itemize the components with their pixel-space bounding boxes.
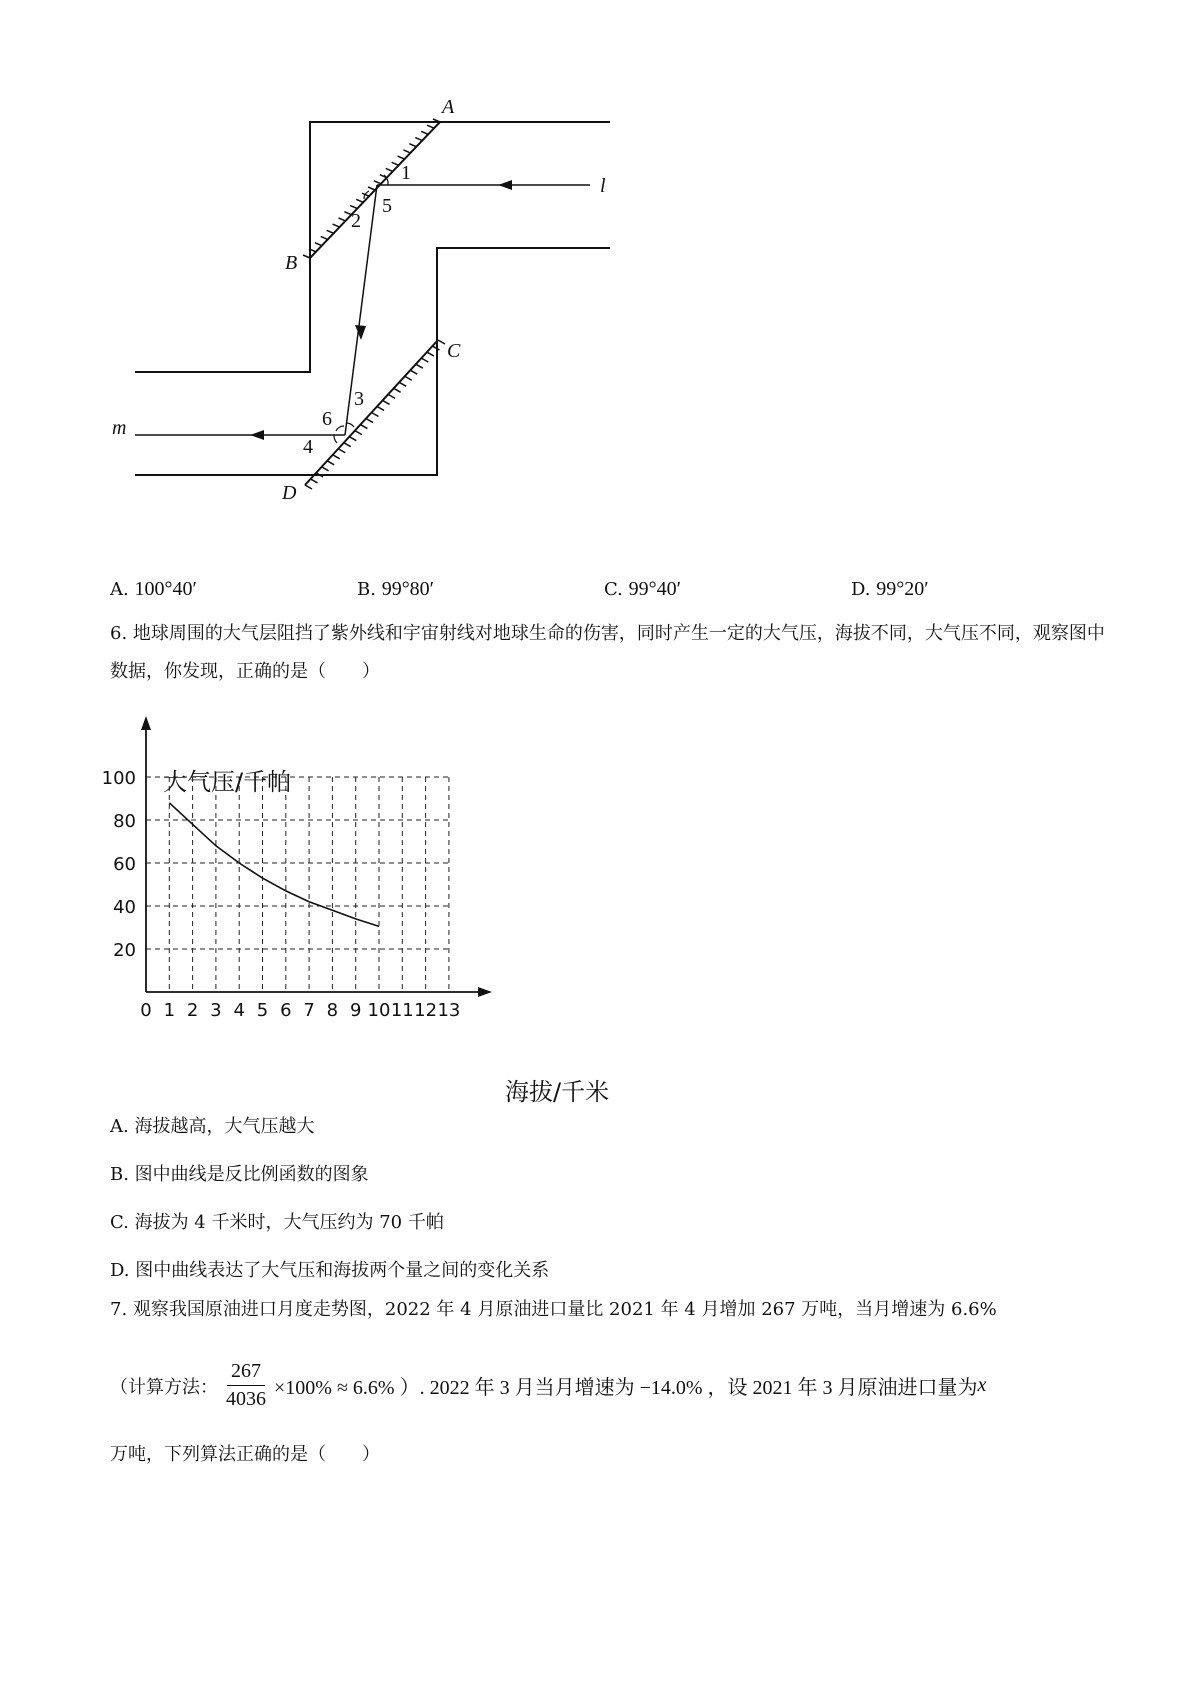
hatch-tick bbox=[327, 230, 334, 233]
q7-variable-x: x bbox=[977, 1374, 987, 1396]
q6-option-c: C. 海拔为 4 千米时，大气压约为 70 千帕 bbox=[110, 1212, 444, 1233]
chart-axes bbox=[141, 716, 492, 997]
y-axis-arrow bbox=[141, 716, 151, 730]
ray-m-arrow bbox=[250, 430, 264, 440]
hatch-tick bbox=[349, 437, 356, 441]
ray-l-arrow bbox=[498, 180, 512, 190]
q7-line3: 万吨，下列算法正确的是（ ） bbox=[110, 1444, 380, 1465]
x-tick-label: 3 bbox=[210, 1000, 222, 1021]
hatch-tick bbox=[368, 187, 375, 190]
hatch-tick bbox=[386, 168, 393, 171]
q7-fraction bbox=[222, 1360, 270, 1411]
q7-calc-rest: ×100% ≈ 6.6% ）. 2022 年 3 月当月增速为 −14.0% ，设 2021 年 3 月原油进口量为 bbox=[274, 1377, 978, 1399]
mirror-ab-hatching bbox=[303, 119, 440, 258]
x-axis-arrow bbox=[478, 987, 492, 997]
y-tick-label: 60 bbox=[113, 854, 136, 875]
hatch-tick bbox=[366, 419, 373, 423]
hatch-tick bbox=[415, 138, 422, 141]
hatch-tick bbox=[399, 382, 406, 386]
angle-label-3: 3 bbox=[354, 388, 364, 410]
y-tick-label: 20 bbox=[113, 940, 136, 961]
hatch-tick bbox=[409, 144, 416, 147]
hatch-tick bbox=[383, 400, 390, 404]
chart-ylabel: 大气压/千帕 bbox=[163, 768, 292, 796]
q6-option-d: D. 图中曲线表达了大气压和海拔两个量之间的变化关系 bbox=[110, 1260, 550, 1281]
q6-option-b: B. 图中曲线是反比例函数的图象 bbox=[110, 1164, 369, 1185]
angle-3-arc bbox=[347, 423, 354, 427]
q5-option-d: D. 99°20′ bbox=[851, 578, 929, 600]
q7-fraction-denominator: 4036 bbox=[226, 1388, 266, 1410]
chart-series bbox=[169, 803, 379, 927]
hatch-tick bbox=[416, 364, 423, 368]
x-tick-label: 0 bbox=[140, 1000, 152, 1021]
hatch-tick bbox=[356, 199, 363, 202]
q7-calc-prefix: （计算方法： bbox=[110, 1376, 218, 1398]
hatch-tick bbox=[432, 346, 439, 350]
ray-middle-arrow bbox=[355, 325, 366, 340]
hatch-tick bbox=[327, 461, 334, 465]
x-tick-label: 13 bbox=[437, 1000, 461, 1021]
label-a: A bbox=[442, 96, 455, 118]
x-tick-label: 12 bbox=[414, 1000, 438, 1021]
label-l: l bbox=[600, 175, 606, 197]
q5-option-b: B. 99°80′ bbox=[357, 578, 435, 600]
y-tick-label: 100 bbox=[101, 768, 136, 789]
hatch-tick bbox=[360, 425, 367, 429]
y-tick-label: 80 bbox=[113, 811, 136, 832]
hatch-tick bbox=[394, 388, 401, 392]
hatch-tick bbox=[438, 340, 445, 344]
reflection-diagram bbox=[112, 95, 680, 550]
angle-label-1: 1 bbox=[401, 162, 411, 184]
q5-option-a: A. 100°40′ bbox=[110, 578, 197, 600]
hatch-tick bbox=[398, 156, 405, 159]
angle-label-4: 4 bbox=[303, 436, 313, 458]
x-tick-label: 1 bbox=[163, 1000, 176, 1021]
label-d: D bbox=[282, 482, 297, 504]
label-b: B bbox=[285, 252, 298, 274]
x-tick-label: 4 bbox=[233, 1000, 245, 1021]
q5-option-c: C. 99°40′ bbox=[604, 578, 681, 600]
x-tick-label: 7 bbox=[303, 1000, 315, 1021]
hatch-tick bbox=[374, 181, 381, 184]
x-tick-label: 5 bbox=[256, 1000, 269, 1021]
hatch-tick bbox=[421, 131, 428, 134]
hatch-tick bbox=[311, 479, 318, 483]
hatch-tick bbox=[321, 236, 328, 239]
hatch-tick bbox=[421, 358, 428, 362]
x-tick-label: 2 bbox=[186, 1000, 199, 1021]
hatch-tick bbox=[427, 125, 434, 128]
hatch-tick bbox=[338, 218, 345, 221]
hatch-tick bbox=[372, 413, 379, 417]
hatch-tick bbox=[315, 243, 322, 246]
hatch-tick bbox=[344, 443, 351, 447]
hatch-tick bbox=[392, 162, 399, 165]
chart-xlabel: 海拔/千米 bbox=[505, 1078, 610, 1106]
q6-stem: 6. 地球周围的大气层阻挡了紫外线和宇宙射线对地球生命的伤害，同时产生一定的大气压，海拔不同，大气压不同，观察图中数据，你发现，正确的是（ ） bbox=[110, 623, 1105, 682]
x-tick-label: 10 bbox=[367, 1000, 391, 1021]
pressure-curve bbox=[169, 803, 379, 927]
x-tick-label: 6 bbox=[280, 1000, 292, 1021]
hatch-tick bbox=[377, 406, 384, 410]
y-tick-label: 40 bbox=[113, 897, 136, 918]
hatch-tick bbox=[427, 352, 434, 356]
angle-label-5: 5 bbox=[382, 195, 392, 217]
q6-option-a: A. 海拔越高，大气压越大 bbox=[110, 1116, 315, 1137]
label-c: C bbox=[447, 340, 461, 362]
hatch-tick bbox=[338, 449, 345, 453]
hatch-tick bbox=[303, 255, 310, 258]
hatch-tick bbox=[322, 467, 329, 471]
chart-grid bbox=[146, 777, 449, 992]
x-tick-label: 8 bbox=[326, 1000, 339, 1021]
x-tick-label: 9 bbox=[349, 1000, 362, 1021]
q7-line1: 7. 观察我国原油进口月度走势图，2022 年 4 月原油进口量比 2021 年 4 月增加 267 万吨，当月增速为 6.6% bbox=[110, 1299, 997, 1320]
chart-ticks bbox=[102, 768, 461, 1021]
hatch-tick bbox=[410, 370, 417, 374]
q7-fraction-numerator: 267 bbox=[227, 1360, 265, 1386]
angle-6-arc bbox=[336, 426, 344, 431]
q7-line2 bbox=[110, 1360, 986, 1411]
angle-4-arc bbox=[334, 435, 337, 443]
hatch-tick bbox=[333, 224, 340, 227]
hatch-tick bbox=[350, 206, 357, 209]
hatch-tick bbox=[305, 485, 312, 489]
angle-label-2: 2 bbox=[351, 210, 361, 232]
angle-label-6: 6 bbox=[322, 408, 332, 430]
hatch-tick bbox=[405, 376, 412, 380]
hatch-tick bbox=[388, 394, 395, 398]
hatch-tick bbox=[403, 150, 410, 153]
hatch-tick bbox=[333, 455, 340, 459]
pressure-altitude-chart bbox=[100, 700, 650, 1106]
hatch-tick bbox=[355, 431, 362, 435]
x-tick-label: 11 bbox=[390, 1000, 414, 1021]
label-m: m bbox=[112, 417, 127, 439]
